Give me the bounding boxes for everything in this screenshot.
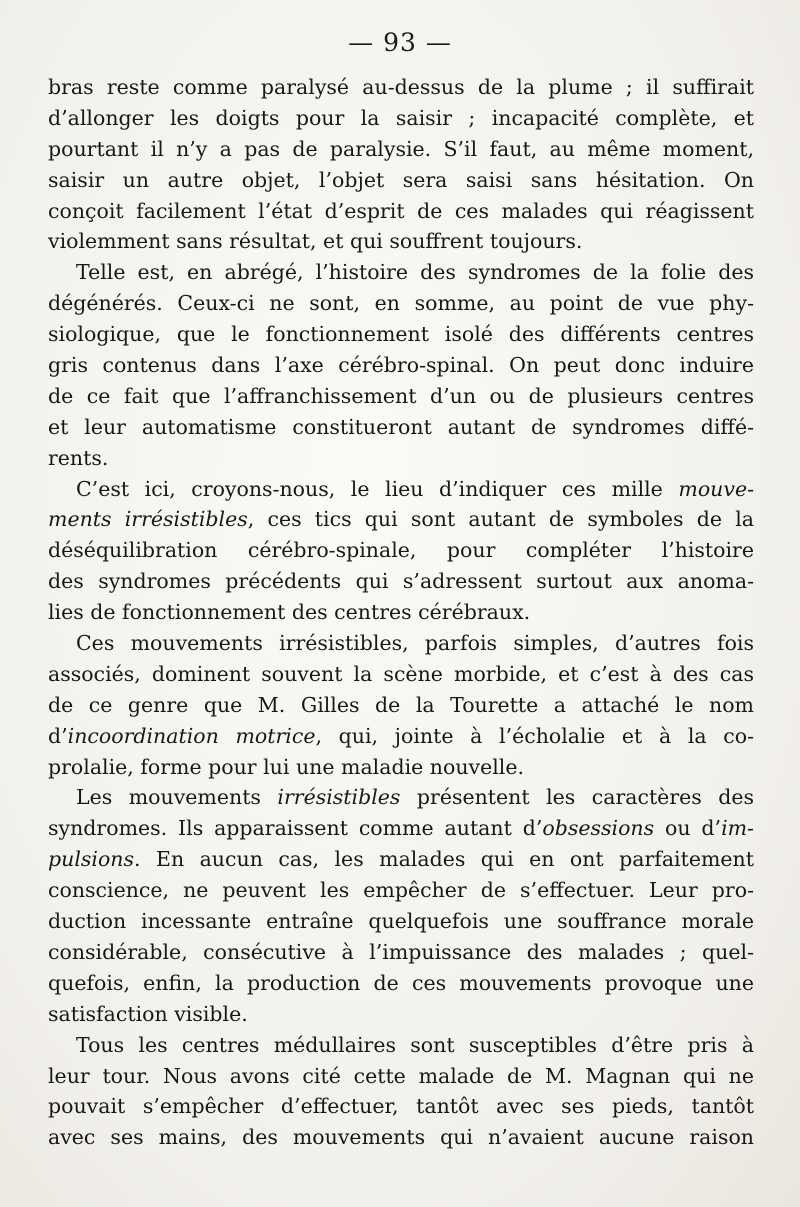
text-segment: lies de fonctionnement des centres cérébraux.	[48, 600, 531, 625]
text-line	[48, 628, 754, 659]
italic-text-segment: irrésistibles	[277, 785, 401, 810]
text-segment: leur tour. Nous avons cité cette malade de M. Magnan qui ne	[48, 1063, 754, 1088]
text-segment: avec ses mains, des mouvements qui n’avaient aucune raison	[48, 1125, 754, 1150]
text-segment: violemment sans résultat, et qui souffrent toujours.	[48, 229, 583, 254]
text-segment: Telle est, en abrégé, l’histoire des syndromes de la folie des	[76, 260, 754, 285]
text-line	[48, 535, 754, 566]
text-segment: d’allonger les doigts pour la saisir ; incapacité complète, et	[48, 105, 754, 130]
text-line	[48, 288, 754, 319]
text-line	[48, 1122, 754, 1153]
text-line	[48, 968, 754, 999]
text-segment: des syndromes précédents qui s’adressent surtout aux anoma-	[48, 569, 754, 594]
italic-text-segment: obsessions	[542, 816, 655, 841]
text-segment: d’	[48, 723, 68, 748]
text-line	[48, 782, 754, 813]
text-line	[48, 875, 754, 906]
text-segment: rents.	[48, 445, 109, 470]
text-line	[48, 196, 754, 227]
text-line	[48, 1091, 754, 1122]
text-segment: bras reste comme paralysé au-dessus de la plume ; il suffirait	[48, 75, 754, 99]
text-line	[48, 443, 754, 474]
text-line	[48, 690, 754, 721]
text-line	[48, 226, 754, 257]
text-segment: prolalie, forme pour lui une maladie nouvelle.	[48, 754, 524, 779]
text-segment: conscience, ne peuvent les empêcher de s’effectuer. Leur pro-	[48, 878, 754, 903]
text-segment: quefois, enfin, la production de ces mouvements provoque une	[48, 970, 754, 995]
text-line	[48, 597, 754, 628]
italic-text-segment: pulsions	[48, 847, 135, 872]
italic-text-segment: ments irrésistibles	[48, 507, 248, 532]
text-line	[48, 844, 754, 875]
text-segment: Tous les centres médullaires sont susceptibles d’être pris à	[76, 1032, 754, 1057]
text-segment: conçoit facilement l’état d’esprit de ces malades qui réagissent	[48, 198, 754, 223]
text-segment: satisfaction visible.	[48, 1001, 248, 1026]
text-line	[48, 319, 754, 350]
text-line	[48, 412, 754, 443]
text-segment: de ce genre que M. Gilles de la Tourette a attaché le nom	[48, 692, 754, 717]
text-segment: dégénérés. Ceux-ci ne sont, en somme, au point de vue phy-	[48, 291, 754, 316]
text-segment: duction incessante entraîne quelquefois une souffrance morale	[48, 909, 754, 934]
text-line	[48, 813, 754, 844]
text-segment: pouvait s’empêcher d’effectuer, tantôt avec ses pieds, tantôt	[48, 1094, 754, 1119]
text-line	[48, 165, 754, 196]
text-line	[48, 1030, 754, 1061]
text-line	[48, 566, 754, 597]
text-segment: Les mouvements	[76, 785, 278, 810]
text-line	[48, 999, 754, 1030]
text-line	[48, 906, 754, 937]
text-segment: déséquilibration cérébro-spinale, pour compléter l’histoire	[48, 538, 754, 563]
text-line	[48, 72, 754, 103]
text-line	[48, 103, 754, 134]
italic-text-segment: im-	[721, 816, 754, 841]
text-segment: et leur automatisme constitueront autant de syndromes diffé-	[48, 414, 754, 439]
text-line	[48, 504, 754, 535]
body-text	[48, 72, 754, 1153]
text-line	[48, 659, 754, 690]
text-line	[48, 134, 754, 165]
text-segment: C’est ici, croyons-nous, le lieu d’indiquer ces mille	[76, 476, 679, 501]
text-segment: considérable, consécutive à l’impuissance des malades ; quel-	[48, 939, 754, 964]
text-segment: . En aucun cas, les malades qui en ont parfaitement	[134, 847, 754, 872]
text-line	[48, 1061, 754, 1092]
text-line	[48, 350, 754, 381]
text-segment: syndromes. Ils apparaissent comme autant d’	[48, 816, 543, 841]
text-segment: , qui, jointe à l’écholalie et à la co-	[315, 723, 755, 748]
text-line	[48, 721, 754, 752]
text-segment: associés, dominent souvent la scène morbide, et c’est à des cas	[48, 661, 754, 686]
text-line	[48, 257, 754, 288]
page-number: — 93 —	[348, 28, 452, 57]
text-segment: de ce fait que l’affranchissement d’un ou de plusieurs centres	[48, 383, 754, 408]
text-segment: siologique, que le fonctionnement isolé des différents centres	[48, 322, 754, 347]
text-segment: Ces mouvements irrésistibles, parfois simples, d’autres fois	[76, 631, 754, 656]
text-segment: saisir un autre objet, l’objet sera saisi sans hésitation. On	[48, 167, 754, 192]
italic-text-segment: mouve-	[678, 476, 754, 501]
text-segment: présentent les caractères des	[400, 785, 755, 810]
text-line	[48, 752, 754, 783]
text-segment: ou d’	[654, 816, 722, 841]
text-segment: pourtant il n’y a pas de paralysie. S’il faut, au même moment,	[48, 136, 754, 161]
italic-text-segment: incoordination motrice	[67, 723, 316, 748]
text-segment: gris contenus dans l’axe cérébro-spinal. On peut donc induire	[48, 353, 754, 378]
text-line	[48, 381, 754, 412]
text-line	[48, 474, 754, 505]
text-line	[48, 937, 754, 968]
text-segment: , ces tics qui sont autant de symboles de la	[247, 507, 755, 532]
